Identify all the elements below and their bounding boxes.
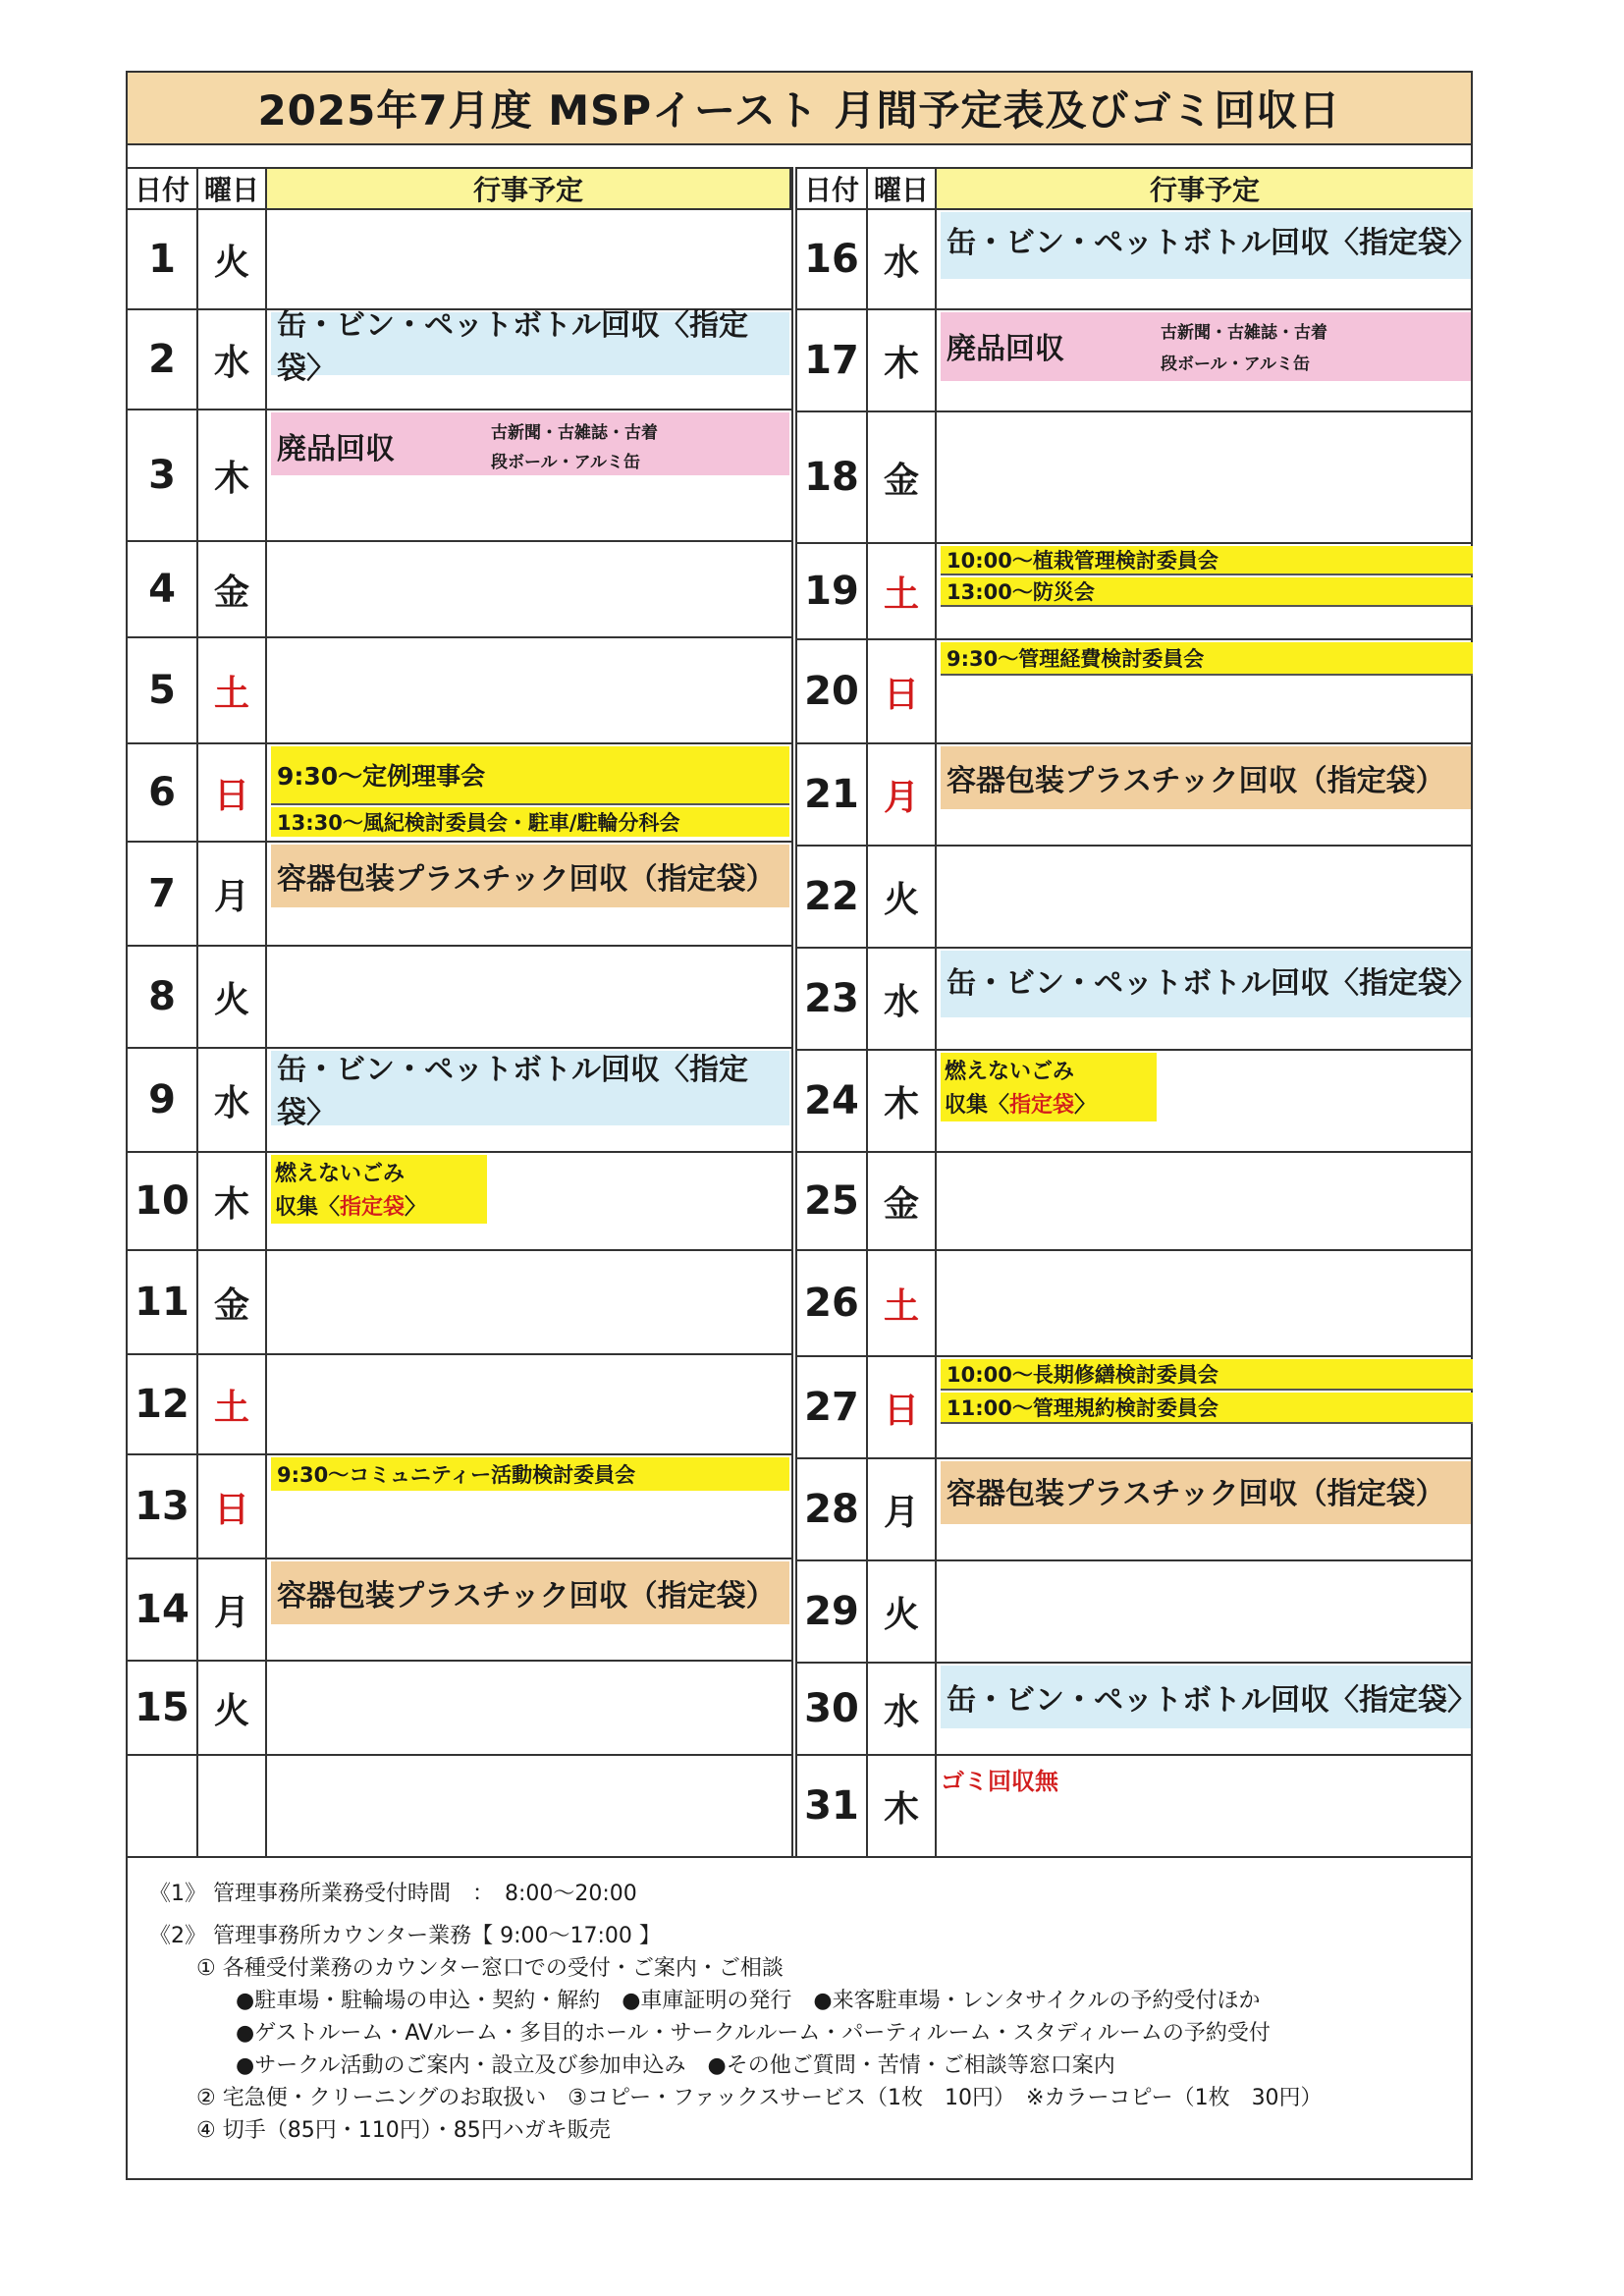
date-cell: 18 — [797, 412, 868, 542]
date-cell: 23 — [797, 949, 868, 1049]
day-row — [797, 1664, 1477, 1756]
day-row — [128, 1355, 791, 1455]
weekday-cell: 土 — [868, 544, 937, 638]
date-cell: 25 — [797, 1153, 868, 1249]
date-cell: 19 — [797, 544, 868, 638]
date-cell: 11 — [128, 1251, 198, 1353]
weekday-cell: 水 — [868, 210, 937, 308]
day-row — [128, 744, 791, 843]
events-cell — [937, 949, 1477, 1049]
events-cell — [267, 1049, 791, 1151]
date-cell: 6 — [128, 744, 198, 841]
noburn-line-2: 収集〈 指定袋 〉 — [275, 1194, 427, 1220]
meeting-event: 13:00～防災会 — [941, 577, 1473, 607]
date-cell: 8 — [128, 947, 198, 1047]
day-row — [128, 1662, 791, 1756]
day-row — [797, 744, 1473, 847]
date-cell: 17 — [797, 310, 868, 410]
events-cell — [937, 1561, 1473, 1662]
events-cell — [937, 412, 1473, 542]
weekday-cell: 土 — [868, 1251, 937, 1355]
events-cell — [937, 210, 1477, 308]
date-cell: 1 — [128, 210, 198, 308]
date-cell: 22 — [797, 847, 868, 947]
date-cell: 27 — [797, 1357, 868, 1457]
weekday-cell: 木 — [868, 310, 937, 410]
haihin-sub-2: 段ボール・アルミ缶 — [1161, 355, 1310, 374]
note-line: ② 宅急便・クリーニングのお取扱い ③コピー・ファックスサービス（1枚 10円） ※カラーコピー（1枚 30円） — [196, 2086, 1323, 2110]
weekday-cell: 土 — [198, 638, 267, 742]
note-line: ④ 切手（85円・110円）・85円ハガキ販売 — [196, 2118, 611, 2143]
date-cell: 14 — [128, 1559, 198, 1660]
date-cell: 13 — [128, 1455, 198, 1558]
events-cell — [267, 410, 791, 540]
day-row — [797, 544, 1473, 640]
meeting-event: 13:30～風紀検討委員会・駐車/駐輪分科会 — [271, 807, 789, 837]
weekday-cell: 月 — [868, 1459, 937, 1559]
weekday-cell: 水 — [868, 949, 937, 1049]
date-cell: 29 — [797, 1561, 868, 1662]
date-cell: 31 — [797, 1756, 868, 1856]
header-weekday: 曜日 — [198, 169, 267, 208]
meeting-event: 9:30～コミュニティー活動検討委員会 — [271, 1457, 789, 1491]
events-cell — [937, 310, 1473, 410]
note-line: ●サークル活動のご案内・設立及び参加申込み ●その他ご質問・苦情・ご相談等窓口案内 — [236, 2053, 1115, 2078]
can-collection-event: 缶・ビン・ペットボトル回収〈指定袋〉 — [941, 951, 1471, 1017]
header-weekday: 曜日 — [868, 169, 937, 208]
day-row — [797, 847, 1473, 949]
day-row — [797, 1756, 1473, 1856]
date-cell: 15 — [128, 1662, 198, 1754]
weekday-cell: 火 — [868, 847, 937, 947]
events-cell — [937, 1153, 1473, 1249]
header-date: 日付 — [797, 169, 868, 208]
weekday-cell: 日 — [198, 1455, 267, 1558]
weekday-cell: 水 — [198, 1049, 267, 1151]
note-line: ●ゲストルーム・AVルーム・多目的ホール・サークルルーム・パーティルーム・スタディルームの予約受付 — [236, 2021, 1271, 2046]
meeting-event: 10:00～長期修繕検討委員会 — [941, 1359, 1473, 1391]
date-cell: 30 — [797, 1664, 868, 1754]
haihin-event — [941, 312, 1471, 381]
noburn-line-1: 燃えないごみ — [945, 1059, 1075, 1084]
date-cell: 28 — [797, 1459, 868, 1559]
weekday-cell: 火 — [198, 1662, 267, 1754]
day-row — [128, 410, 791, 542]
date-cell: 21 — [797, 744, 868, 845]
meeting-event: 11:00～管理規約検討委員会 — [941, 1393, 1473, 1424]
events-cell — [267, 1355, 791, 1453]
day-row — [797, 1459, 1473, 1561]
plastic-collection-event: 容器包装プラスチック回収（指定袋） — [271, 845, 789, 907]
schedule-sheet — [126, 71, 1477, 2180]
weekday-cell: 木 — [868, 1051, 937, 1151]
day-row — [797, 310, 1473, 412]
day-row — [128, 638, 791, 744]
haihin-label: 廃品回収 — [277, 432, 395, 466]
date-cell: 26 — [797, 1251, 868, 1355]
noburn-line-1: 燃えないごみ — [275, 1161, 406, 1186]
day-row — [797, 1153, 1473, 1251]
haihin-label: 廃品回収 — [947, 332, 1064, 366]
weekday-cell: 日 — [198, 744, 267, 841]
plastic-collection-event: 容器包装プラスチック回収（指定袋） — [941, 1461, 1471, 1524]
events-cell — [937, 1357, 1473, 1457]
events-cell — [267, 1559, 791, 1660]
day-row — [128, 947, 791, 1049]
can-collection-event: 缶・ビン・ペットボトル回収〈指定袋〉 — [941, 212, 1471, 279]
left-header — [128, 167, 791, 210]
weekday-cell: 水 — [198, 310, 267, 409]
events-cell — [267, 1662, 791, 1754]
events-cell — [267, 638, 791, 742]
header-events: 行事予定 — [937, 169, 1473, 208]
events-cell — [267, 843, 791, 945]
weekday-cell: 火 — [198, 210, 267, 308]
day-row — [128, 843, 791, 947]
weekday-cell: 日 — [868, 1357, 937, 1457]
page-title: 2025年7月度 MSPイースト 月間予定表及びゴミ回収日 — [128, 73, 1471, 145]
date-cell: 12 — [128, 1355, 198, 1453]
weekday-cell: 火 — [868, 1561, 937, 1662]
date-cell: 5 — [128, 638, 198, 742]
meeting-event: 9:30～管理経費検討委員会 — [941, 642, 1473, 676]
left-column — [128, 167, 791, 1856]
weekday-cell: 水 — [868, 1664, 937, 1754]
events-cell — [937, 1756, 1473, 1856]
weekday-cell: 日 — [868, 640, 937, 742]
weekday-cell: 月 — [868, 744, 937, 845]
weekday-cell: 火 — [198, 947, 267, 1047]
note-line: 《2》 管理事務所カウンター業務【 9:00～17:00 】 — [149, 1924, 661, 1948]
events-cell — [937, 640, 1473, 742]
day-row — [797, 640, 1473, 744]
date-cell: 16 — [797, 210, 868, 308]
day-row — [797, 1051, 1473, 1153]
weekday-cell: 金 — [868, 412, 937, 542]
events-cell — [937, 1664, 1477, 1754]
no-collection-label: ゴミ回収無 — [941, 1768, 1058, 1795]
meeting-event: 9:30～定例理事会 — [271, 746, 789, 805]
noburn-event — [941, 1053, 1157, 1121]
events-cell — [937, 1459, 1473, 1559]
noburn-line-2: 収集〈 指定袋 〉 — [945, 1092, 1097, 1118]
day-row — [128, 1153, 791, 1251]
events-cell — [267, 210, 791, 308]
weekday-cell: 金 — [198, 542, 267, 636]
weekday-cell — [198, 1756, 267, 1856]
date-cell — [128, 1756, 198, 1856]
haihin-event — [271, 412, 789, 475]
plastic-collection-event: 容器包装プラスチック回収（指定袋） — [941, 746, 1471, 809]
notes-section — [128, 1856, 1471, 2147]
haihin-sub-2: 段ボール・アルミ缶 — [491, 453, 640, 472]
day-row — [797, 1251, 1473, 1357]
empty-row — [128, 1756, 791, 1856]
events-cell — [937, 847, 1473, 947]
day-row — [797, 412, 1473, 544]
date-cell: 10 — [128, 1153, 198, 1249]
header-date: 日付 — [128, 169, 198, 208]
events-cell — [267, 744, 791, 841]
right-column — [797, 167, 1477, 1856]
weekday-cell: 金 — [198, 1251, 267, 1353]
date-cell: 24 — [797, 1051, 868, 1151]
note-line: ●駐車場・駐輪場の申込・契約・解約 ●車庫証明の発行 ●来客駐車場・レンタサイクルの予約受付ほか — [236, 1989, 1261, 2013]
weekday-cell: 木 — [198, 410, 267, 540]
right-header — [797, 167, 1473, 210]
events-cell — [937, 744, 1473, 845]
can-collection-event: 缶・ビン・ペットボトル回収〈指定袋〉 — [271, 312, 789, 375]
events-cell — [937, 1051, 1473, 1151]
plastic-collection-event: 容器包装プラスチック回収（指定袋） — [271, 1561, 789, 1624]
weekday-cell: 月 — [198, 1559, 267, 1660]
day-row — [128, 1559, 791, 1662]
date-cell: 4 — [128, 542, 198, 636]
events-cell — [267, 1756, 791, 1856]
day-row — [128, 1251, 791, 1355]
date-cell: 2 — [128, 310, 198, 409]
can-collection-event: 缶・ビン・ペットボトル回収〈指定袋〉 — [941, 1666, 1471, 1728]
events-cell — [937, 1251, 1473, 1355]
day-row — [797, 1561, 1473, 1664]
weekday-cell: 木 — [198, 1153, 267, 1249]
date-cell: 20 — [797, 640, 868, 742]
day-row — [128, 210, 791, 310]
day-row — [128, 1455, 791, 1559]
weekday-cell: 金 — [868, 1153, 937, 1249]
noburn-event — [271, 1155, 487, 1224]
events-cell — [267, 1153, 791, 1249]
day-row — [128, 542, 791, 638]
can-collection-event: 缶・ビン・ペットボトル回収〈指定袋〉 — [271, 1051, 789, 1125]
events-cell — [267, 947, 791, 1047]
header-events: 行事予定 — [267, 169, 791, 208]
day-row — [797, 210, 1477, 310]
day-row — [797, 949, 1477, 1051]
date-cell: 9 — [128, 1049, 198, 1151]
day-row — [128, 310, 791, 410]
events-cell — [267, 310, 791, 409]
note-line: ① 各種受付業務のカウンター窓口での受付・ご案内・ご相談 — [196, 1956, 784, 1981]
events-cell — [937, 544, 1473, 638]
day-row — [128, 1049, 791, 1153]
weekday-cell: 土 — [198, 1355, 267, 1453]
haihin-sub-1: 古新聞・古雑誌・古着 — [1161, 323, 1327, 343]
weekday-cell: 木 — [868, 1756, 937, 1856]
date-cell: 3 — [128, 410, 198, 540]
events-cell — [267, 1455, 791, 1558]
date-cell: 7 — [128, 843, 198, 945]
haihin-sub-1: 古新聞・古雑誌・古着 — [491, 423, 658, 443]
note-line: 《1》 管理事務所業務受付時間 ： 8:00～20:00 — [149, 1882, 637, 1906]
meeting-event: 10:00～植栽管理検討委員会 — [941, 546, 1473, 575]
weekday-cell: 月 — [198, 843, 267, 945]
events-cell — [267, 542, 791, 636]
day-row — [797, 1357, 1473, 1459]
events-cell — [267, 1251, 791, 1353]
